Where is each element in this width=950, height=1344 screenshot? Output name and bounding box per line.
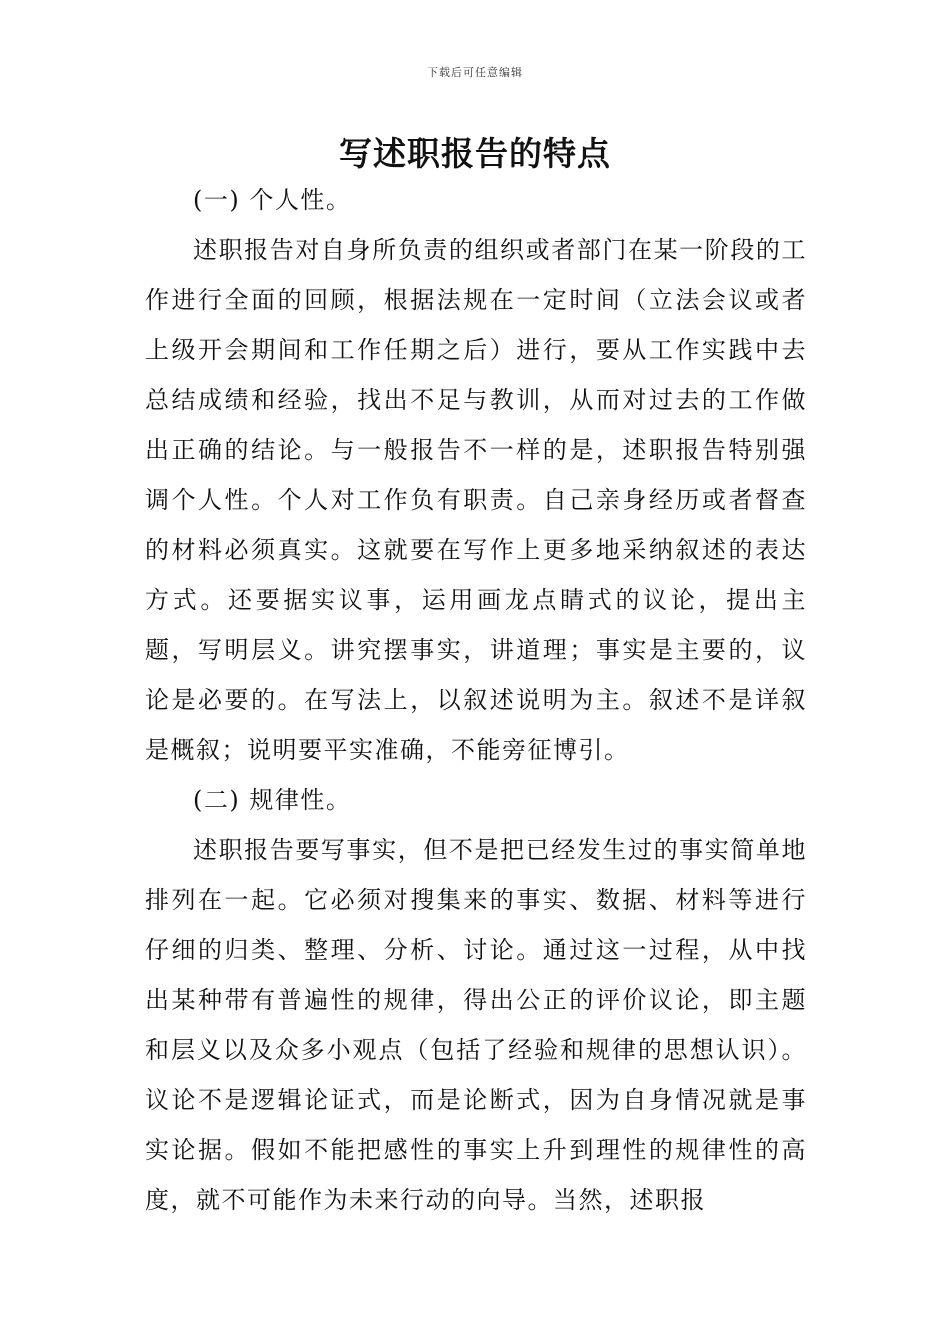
document-body [145,175,807,1225]
page-header-note: 下载后可任意编辑 [427,66,523,79]
paragraph-1: 述职报告对自身所负责的组织或者部门在某一阶段的工作进行全面的回顾，根据法规在一定时间（立法会议或者上级开会期间和工作任期之后）进行，要从工作实践中去总结成绩和经验，找出不足与教训，从而对过去的工作做出正确的结论。与一般报告不一样的是，述职报告特别强调个人性。个人对工作负有职责。自己亲身经历或者督查的材料必须真实。这就要在写作上更多地采纳叙述的表达方式。还要据实议事，运用画龙点睛式的议论，提出主题，写明层义。讲究摆事实，讲道理；事实是主要的，议论是必要的。在写法上，以叙述说明为主。叙述不是详叙是概叙；说明要平实准确，不能旁征博引。 [145,236,807,764]
section-heading-2: (二) 规律性。 [193,786,352,814]
document-title: 写述职报告的特点 [339,134,611,173]
paragraph-2: 述职报告要写事实，但不是把已经发生过的事实简单地排列在一起。它必须对搜集来的事实、数据、材料等进行仔细的归类、整理、分析、讨论。通过这一过程，从中找出某种带有普遍性的规律，得出公正的评价议论，即主题和层义以及众多小观点（包括了经验和规律的思想认识）。议论不是逻辑论证式，而是论断式，因为自身情况就是事实论据。假如不能把感性的事实上升到理性的规律性的高度，就不可能作为未来行动的向导。当然，述职报 [145,836,807,1214]
section-heading-1: (一) 个人性。 [193,186,352,214]
